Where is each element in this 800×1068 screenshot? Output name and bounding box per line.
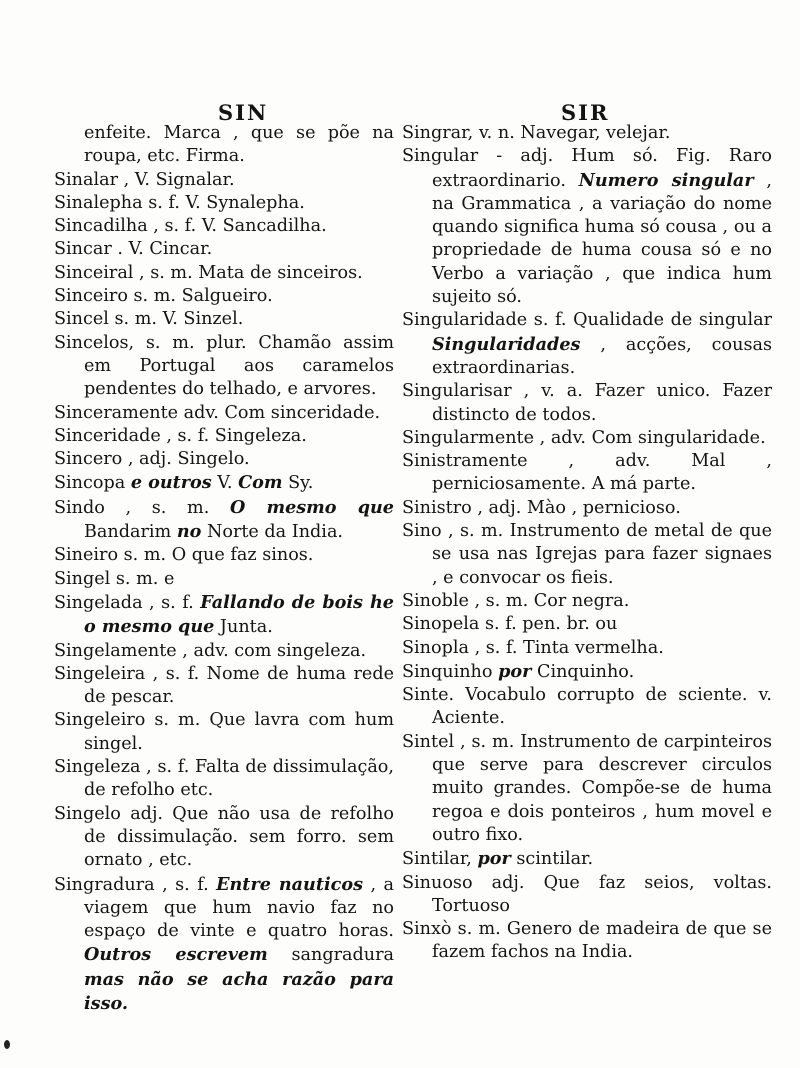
dictionary-entry (54, 471, 394, 495)
entry-text: Sinte. Vocabulo corrupto de sciente. v. Aciente. (402, 685, 772, 729)
dictionary-entry (402, 637, 772, 660)
entry-text: enfeite. Marca , que se põe na roupa, etc. Firma. (84, 123, 394, 167)
dictionary-entry (54, 448, 394, 471)
entry-text: Sincopa (54, 473, 131, 494)
entry-text: Sincel s. m. V. Sinzel. (54, 309, 244, 330)
entry-italic-text: O mesmo que (229, 496, 394, 518)
entry-italic-text: Entre nauticos (216, 873, 364, 895)
dictionary-entry (54, 756, 394, 803)
entry-text: Bandarim (84, 522, 177, 543)
right-column (402, 122, 772, 965)
dictionary-entry (54, 803, 394, 873)
dictionary-entry (54, 402, 394, 425)
entry-italic-text: no (176, 521, 202, 543)
entry-text: V. (211, 473, 239, 494)
dictionary-entry (54, 308, 394, 331)
ink-mark (4, 1040, 10, 1049)
dictionary-entry (402, 660, 772, 684)
dictionary-entry (402, 520, 772, 590)
entry-italic-text: por (477, 848, 511, 870)
left-column (54, 122, 394, 1016)
dictionary-entry (54, 215, 394, 238)
entry-text: Sincar . V. Cincar. (54, 239, 213, 260)
entry-text: Sinceiro s. m. Salgueiro. (54, 286, 273, 307)
entry-text: Singelo adj. Que não usa de refolho de dissimulação. sem forro. sem ornato , etc. (54, 803, 394, 871)
dictionary-entry (54, 709, 394, 756)
dictionary-entry (54, 262, 394, 285)
entry-text: Sinceramente adv. Com sinceridade. (54, 402, 381, 423)
entry-italic-text: Numero singular (578, 169, 754, 191)
entry-text: Singularidade s. f. Qualidade de singular (402, 310, 772, 331)
entry-text: Sintel , s. m. Instrumento de carpinteiros que serve para descrever circulos muito grandes. Compõe-se de huma regoa e dois ponteiros , hum movel e outro fixo. (402, 731, 772, 845)
dictionary-entry (54, 640, 394, 663)
dictionary-entry (402, 145, 772, 309)
entry-text: Singrar, v. n. Navegar, velejar. (402, 123, 671, 143)
entry-italic-text: e outros (130, 472, 212, 494)
entry-text: sangradura (267, 945, 394, 966)
dictionary-entry (402, 309, 772, 380)
dictionary-entry (54, 122, 394, 169)
dictionary-entry (402, 427, 772, 450)
entry-text: Cinquinho. (531, 661, 635, 682)
entry-text: Singelada , s. f. (54, 592, 201, 613)
entry-text: Sindo , s. m. (54, 497, 230, 518)
dictionary-entry (54, 591, 394, 640)
dictionary-entry (54, 568, 394, 591)
entry-text: Sy. (282, 473, 314, 494)
entry-text: Singradura , s. f. (54, 874, 217, 895)
entry-text: Sinuoso adj. Que faz seios, voltas. Tortuoso (402, 872, 772, 916)
entry-text: Sinquinho (402, 661, 499, 682)
dictionary-entry (402, 590, 772, 613)
entry-text: Sinxò s. m. Genero de madeira de que se fazem fachos na India. (402, 919, 772, 963)
entry-text: , na Grammatica , a variação do nome quando significa huma só cousa , ou a propriedade de huma cousa só e no Verbo a variação , que indica hum sujeito só. (432, 170, 773, 308)
dictionary-entry (402, 122, 772, 145)
entry-italic-text: Outros escrevem (84, 944, 268, 966)
entry-italic-text: Com (238, 472, 283, 494)
dictionary-entry (402, 497, 772, 520)
right-running-header: SIR (561, 100, 610, 125)
dictionary-entry (54, 332, 394, 402)
entry-text: Sinoble , s. m. Cor negra. (402, 590, 630, 611)
entry-text: Singeleza , s. f. Falta de dissimulação, de refolho etc. (54, 757, 394, 801)
entry-text: Sinistro , adj. Mào , pernicioso. (402, 497, 681, 518)
entry-italic-text: Singularidades (432, 333, 581, 355)
dictionary-entry (402, 684, 772, 731)
entry-text: Norte da India. (201, 522, 344, 543)
entry-text: Sineiro s. m. O que faz sinos. (54, 545, 314, 566)
entry-text: Sintilar, (402, 849, 478, 870)
entry-text: Junta. (214, 617, 273, 638)
dictionary-entry (54, 544, 394, 567)
entry-text: scintilar. (510, 849, 594, 870)
dictionary-entry (402, 450, 772, 497)
dictionary-entry (54, 425, 394, 448)
entry-text: Singularisar , v. a. Fazer unico. Fazer distincto de todos. (402, 381, 772, 425)
entry-italic-text: por (498, 660, 532, 682)
dictionary-entry (402, 847, 772, 871)
entry-text: Sinistramente , adv. Mal , perniciosamente. A má parte. (402, 451, 772, 495)
entry-text: Singular - adj. Hum só. Fig. Raro extraordinario. (402, 146, 772, 191)
entry-text: Sinopla , s. f. Tinta vermelha. (402, 637, 664, 658)
entry-text: Singeleira , s. f. Nome de huma rede de pescar. (54, 663, 394, 708)
entry-italic-text: mas não se acha razão para isso. (84, 968, 394, 1014)
dictionary-entry (54, 663, 394, 710)
dictionary-entry (402, 613, 772, 636)
left-running-header: SIN (218, 100, 269, 125)
dictionary-entry (402, 731, 772, 847)
dictionary-entry (54, 192, 394, 215)
dictionary-entry (54, 496, 394, 545)
entry-text: Sincero , adj. Singelo. (54, 449, 250, 470)
dictionary-entry (54, 285, 394, 308)
entry-text: Sino , s. m. Instrumento de metal de que se usa nas Igrejas para fazer signaes , e convocar os fieis. (402, 521, 772, 588)
entry-text: Singularmente , adv. Com singularidade. (402, 427, 766, 448)
dictionary-entry (402, 380, 772, 427)
dictionary-entry (402, 918, 772, 965)
entry-text: , a viagem que hum navio faz no espaço de vinte e quatro horas. (84, 874, 394, 942)
dictionary-entry (402, 872, 772, 919)
entry-text: , acções, cousas extraordinarias. (432, 334, 772, 378)
entry-text: Sinopela s. f. pen. br. ou (402, 614, 618, 635)
entry-text: Sinalepha s. f. V. Synalepha. (54, 192, 305, 213)
entry-italic-text: Fallando de bois he o mesmo que (84, 591, 394, 638)
entry-text: Sinceridade , s. f. Singeleza. (54, 425, 307, 446)
dictionary-entry (54, 873, 394, 1017)
entry-text: Sinceiral , s. m. Mata de sinceiros. (54, 262, 363, 283)
entry-text: Singel s. m. e (54, 568, 175, 589)
entry-text: Sincelos, s. m. plur. Chamão assim em Portugal aos caramelos pendentes do telhado, e arvores. (54, 332, 394, 400)
dictionary-entry (54, 238, 394, 261)
entry-text: Sinalar , V. Signalar. (54, 169, 235, 190)
entry-text: Sincadilha , s. f. V. Sancadilha. (54, 216, 327, 237)
entry-text: Singeleiro s. m. Que lavra com hum singel. (54, 710, 394, 754)
dictionary-entry (54, 169, 394, 192)
entry-text: Singelamente , adv. com singeleza. (54, 640, 367, 661)
